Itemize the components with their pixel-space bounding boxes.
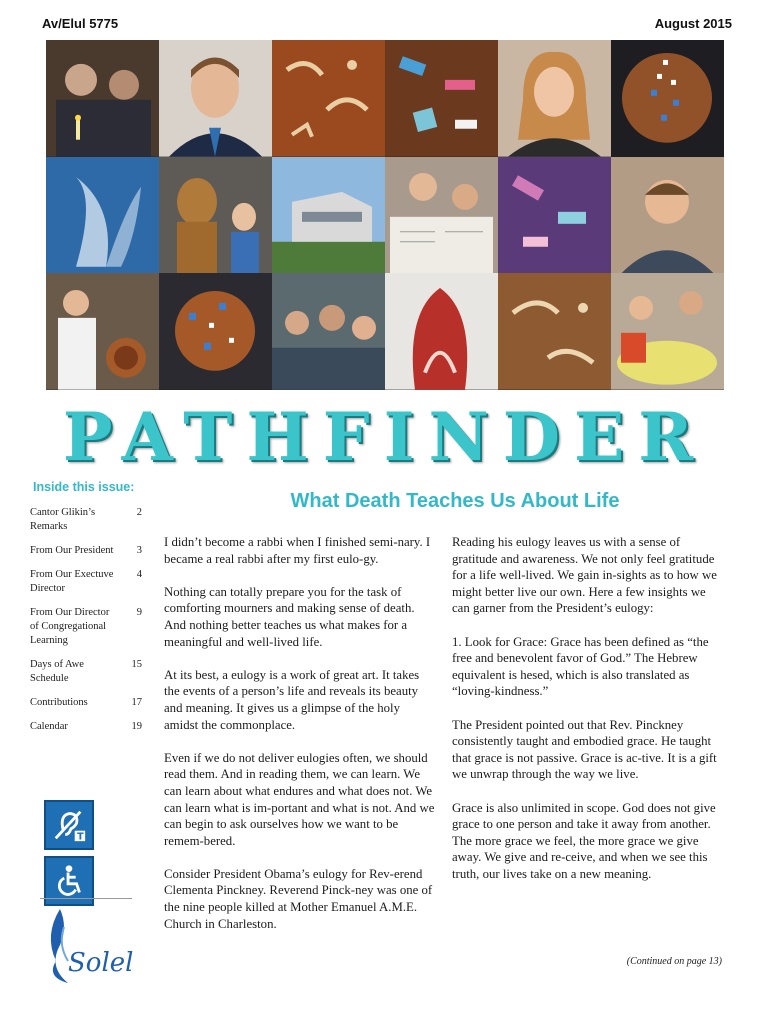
toc-item-page: 4 bbox=[136, 569, 142, 580]
article-paragraph: Grace is also unlimited in scope. God does not give grace to one person and take it away from another. The more grace we feel, the more grace we give away. We give and re-ceive, and when we see this truth, our lives take on a new meaning. bbox=[452, 800, 716, 881]
photo-collage bbox=[46, 40, 724, 390]
toc-item-title: Cantor Glikin’s Remarks bbox=[30, 507, 96, 532]
toc-item-title: Days of Awe Schedule bbox=[30, 659, 84, 684]
collage-photo-children-reading bbox=[385, 157, 498, 274]
toc-item-page: 9 bbox=[136, 607, 142, 618]
svg-text:T: T bbox=[77, 831, 84, 843]
article-column-2 bbox=[452, 534, 724, 899]
article-paragraph: Nothing can totally prepare you for the task of comforting mourners and making sense of death. And nothing better teaches us what makes for a meaningful and well-lived life. bbox=[164, 584, 415, 649]
accessibility-icons bbox=[44, 800, 94, 912]
collage-photo-glass-sculpture bbox=[46, 157, 159, 274]
collage-photo-costumes bbox=[159, 157, 272, 274]
collage-photo-rabbi-bimah bbox=[46, 273, 159, 390]
toc-item[interactable] bbox=[30, 696, 142, 710]
article-paragraph: I didn’t become a rabbi when I finished semi-nary. I became a real rabbi after my first eulo-gy. bbox=[164, 535, 431, 566]
collage-art-colorful-shapes bbox=[385, 40, 498, 157]
toc-item-page: 15 bbox=[131, 659, 142, 670]
toc-item-page: 3 bbox=[136, 545, 142, 556]
article-paragraph: 1. Look for Grace: Grace has been defined as “the free and benevolent favor of God.” The Hebrew equivalent is hesed, which is also translated as “loving-kindness.” bbox=[452, 634, 709, 699]
collage-photo-candle-lighting bbox=[46, 40, 159, 157]
article-paragraph: The President pointed out that Rev. Pinckney consistently taught and embodied grace. He taught that grace is not passive. Grace is ac-tive. It is a gift we unwrap through the way we live. bbox=[452, 717, 717, 782]
toc-item[interactable] bbox=[30, 544, 142, 558]
issue-hebrew-date: Av/Elul 5775 bbox=[42, 16, 119, 31]
toc-item[interactable] bbox=[30, 506, 142, 534]
toc-item-title: Calendar bbox=[30, 721, 68, 732]
collage-art-dots-tree bbox=[611, 40, 724, 157]
continued-note[interactable]: (Continued on page 13) bbox=[626, 956, 722, 967]
sidebar-divider bbox=[40, 898, 132, 899]
collage-photo-boy-smiling bbox=[611, 157, 724, 274]
solel-logo bbox=[38, 905, 133, 985]
newsletter-masthead: PATHFINDER bbox=[62, 398, 708, 476]
article-column-1 bbox=[164, 534, 436, 949]
solel-logo-text: Solel bbox=[68, 948, 133, 978]
toc-item[interactable] bbox=[30, 720, 142, 734]
article-paragraph: Even if we do not deliver eulogies often, we should read them. And in reading them, we can learn. We can learn about what endures and what does not. We can learn what is im-portant and what is not. And we can begin to ask ourselves how we want to be remem-bered. bbox=[164, 750, 435, 848]
collage-art-purple-shapes bbox=[498, 157, 611, 274]
toc-item-title: Contributions bbox=[30, 697, 88, 708]
toc-heading: Inside this issue: bbox=[33, 480, 135, 494]
toc-item[interactable] bbox=[30, 606, 142, 648]
collage-photo-kids-crafts bbox=[611, 273, 724, 390]
collage-photo-audience bbox=[272, 273, 385, 390]
article-paragraph: At its best, a eulogy is a work of great art. It takes the events of a person’s life and reveals its beauty and meaning. It gives us a glimpse of the holy amidst the commonplace. bbox=[164, 667, 420, 732]
article-headline: What Death Teaches Us About Life bbox=[290, 490, 620, 512]
toc-item-page: 19 bbox=[131, 721, 142, 732]
toc-item-page: 17 bbox=[131, 697, 142, 708]
inside-this-issue bbox=[30, 480, 142, 744]
toc-item-page: 2 bbox=[136, 507, 142, 518]
toc-item[interactable] bbox=[30, 658, 142, 686]
collage-photo-building bbox=[272, 157, 385, 274]
collage-art-dots-orange bbox=[159, 273, 272, 390]
collage-photo-red-weaving bbox=[385, 273, 498, 390]
toc-item-title: From Our Exectuve Director bbox=[30, 569, 114, 594]
issue-date: August 2015 bbox=[654, 16, 732, 31]
toc-item-title: From Our President bbox=[30, 545, 114, 556]
toc-item-title: From Our Director of Congregational Learning bbox=[30, 607, 110, 646]
collage-art-brown-glyphs bbox=[498, 273, 611, 390]
collage-art-orange-glyphs bbox=[272, 40, 385, 157]
article-paragraph: Consider President Obama’s eulogy for Rev-erend Clementa Pinckney. Reverend Pinck-ney was one of the nine people killed at Mother Emanuel A.M.E. Church in Charleston. bbox=[164, 866, 433, 931]
hearing-assistance-icon bbox=[44, 800, 94, 850]
collage-photo-portrait-woman bbox=[498, 40, 611, 157]
collage-photo-portrait-man bbox=[159, 40, 272, 157]
article-paragraph: Reading his eulogy leaves us with a sense of gratitude and awareness. We not only feel gratitude for a life well-lived. We gain in-sights as to how we might better live our own. Here a few insights we can garner from the President’s eulogy: bbox=[452, 535, 717, 616]
toc-item[interactable] bbox=[30, 568, 142, 596]
